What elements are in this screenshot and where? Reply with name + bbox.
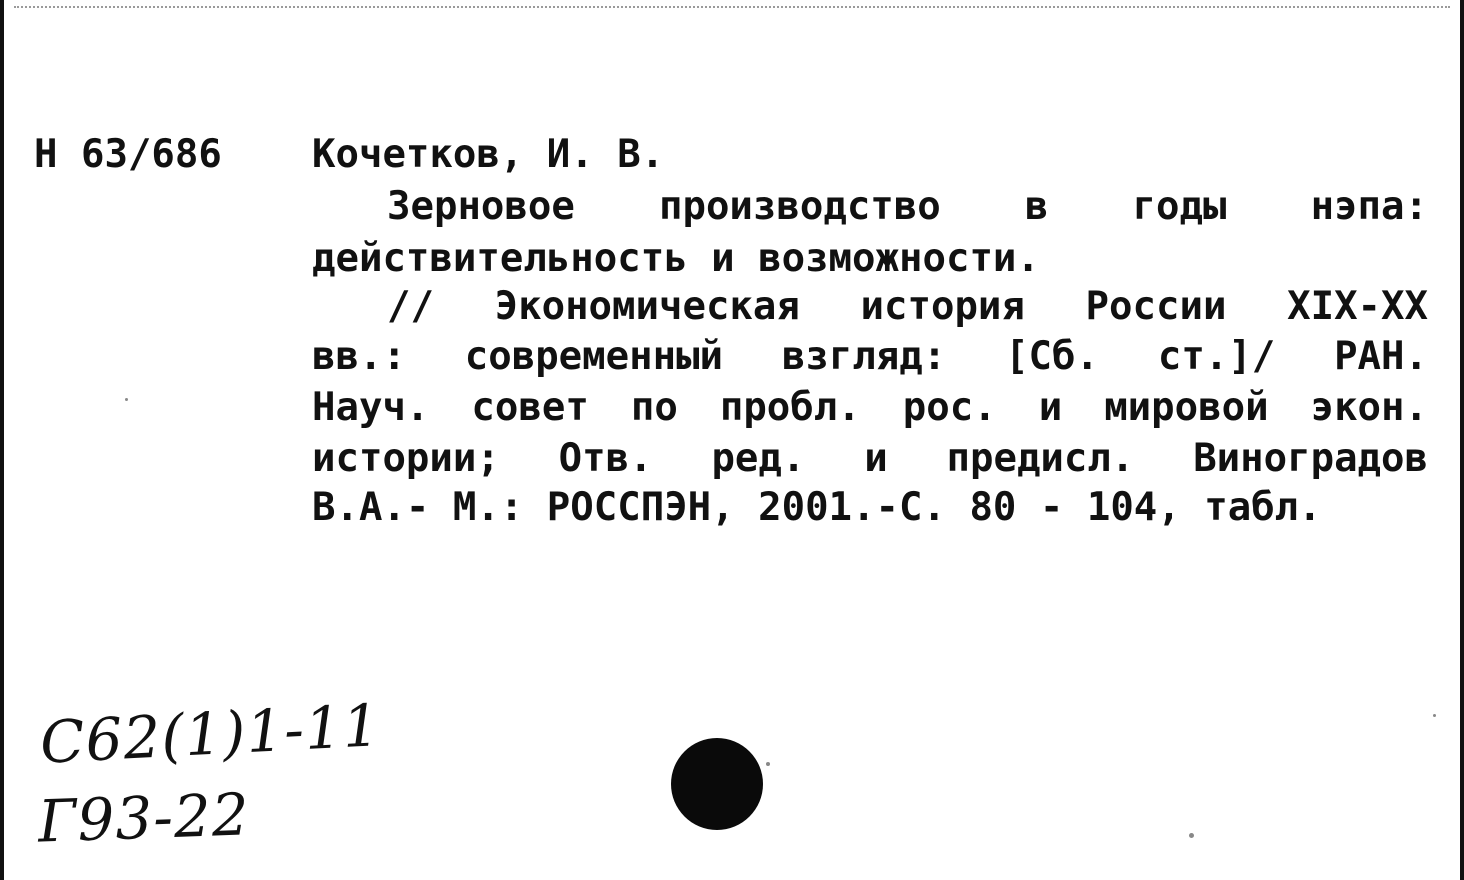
title-line: Зерновое производство в годы нэпа: xyxy=(387,184,1428,229)
source-line: В.А.- М.: РОССПЭН, 2001.-С. 80 - 104, табл. xyxy=(312,485,1322,530)
dust-speck xyxy=(125,398,128,401)
dust-speck xyxy=(1433,714,1436,717)
source-line: вв.: современный взгляд: [Сб. ст.]/ РАН. xyxy=(312,334,1428,379)
source-line: истории; Отв. ред. и предисл. Виноградов xyxy=(312,436,1428,481)
dust-speck xyxy=(766,762,770,766)
punch-hole xyxy=(671,738,763,830)
title-line: действительность и возможности. xyxy=(312,236,1040,281)
source-line: Науч. совет по пробл. рос. и мировой экон. xyxy=(312,385,1428,430)
handwritten-classification-code: С62(1)1-11 xyxy=(38,691,383,777)
card-top-edge xyxy=(14,6,1450,8)
dust-speck xyxy=(1189,833,1194,838)
handwritten-author-code: Г93-22 xyxy=(36,780,251,856)
source-line: // Экономическая история России XIX-XX xyxy=(387,284,1428,329)
author-name: Кочетков, И. В. xyxy=(312,132,665,177)
shelf-mark: Н 63/686 xyxy=(34,132,222,177)
